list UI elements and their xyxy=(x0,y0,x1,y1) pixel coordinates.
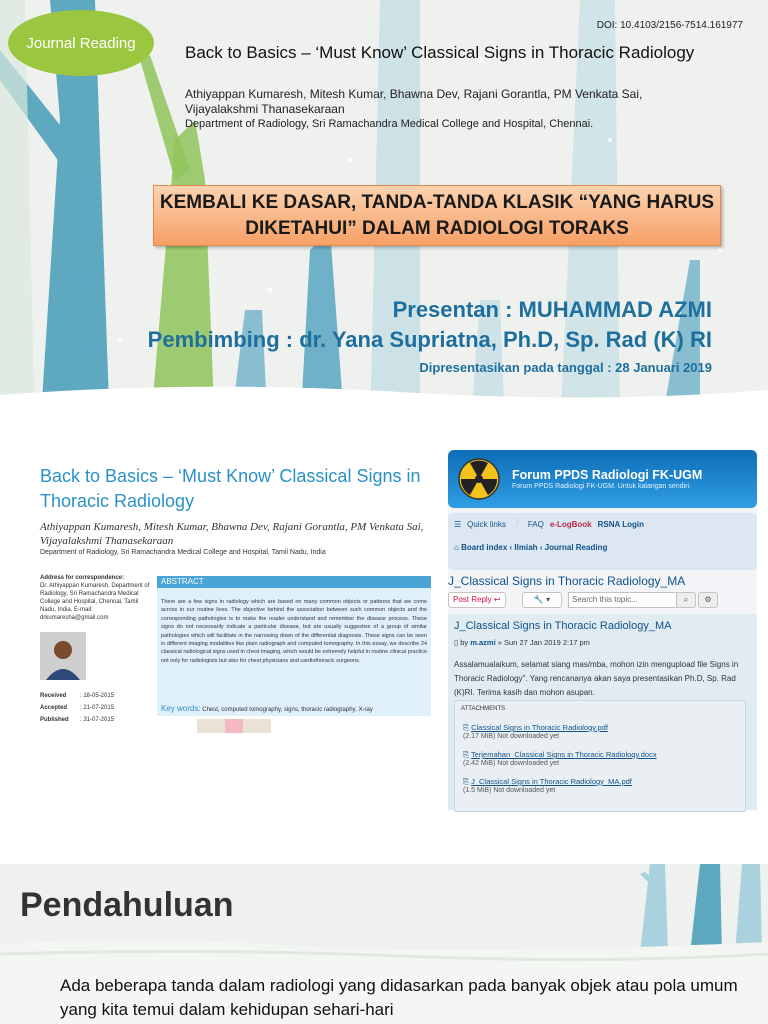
article-authors: Athiyappan Kumaresh, Mitesh Kumar, Bhawna Dev, Rajani Gorantla, PM Venkata Sai, Vijayalakshmi Thanasekaraan xyxy=(40,521,424,547)
keywords-text: Chest, computed tomography, signs, thoracic radiography, X-ray xyxy=(202,707,373,713)
forum-screenshot xyxy=(448,450,757,810)
elogbook-link[interactable]: e-LogBook xyxy=(549,520,592,529)
journal-reading-badge: Journal Reading xyxy=(8,10,154,76)
keywords-label: Key words: xyxy=(161,704,201,713)
abstract-heading: ABSTRACT xyxy=(157,576,431,588)
topic-search-input[interactable]: Search this topic... xyxy=(568,592,678,608)
attachment-link[interactable]: J_Classical Signs in Thoracic Radiology_MA.pdf xyxy=(471,777,632,786)
topic-title[interactable]: J_Classical Signs in Thoracic Radiology_MA xyxy=(448,574,686,588)
paper-title-indonesian: KEMBALI KE DASAR, TANDA-TANDA KLASIK “YANG HARUS DIKETAHUI” DALAM RADIOLOGI TORAKS xyxy=(153,185,721,246)
introduction-slide xyxy=(0,864,768,1024)
article-title: Back to Basics – ‘Must Know’ Classical Signs in Thoracic Radiology xyxy=(40,466,421,511)
presentation-date: Dipresentasikan pada tanggal : 28 Januari 2019 xyxy=(419,360,712,375)
breadcrumb-board-index[interactable]: Board index xyxy=(461,543,508,552)
slide-heading: Pendahuluan xyxy=(20,886,234,924)
topic-tools-button[interactable] xyxy=(522,592,562,608)
help-icon: ❔ xyxy=(511,520,522,529)
title-slide xyxy=(0,0,768,432)
article-dates xyxy=(40,690,114,726)
post-meta xyxy=(454,638,590,647)
attachment-item[interactable] xyxy=(463,750,657,767)
radiation-logo-icon xyxy=(458,458,500,500)
home-icon: ⌂ xyxy=(454,543,459,552)
received-label: Received xyxy=(40,693,67,699)
reply-icon: ↩ xyxy=(493,595,501,604)
forum-header xyxy=(448,450,757,508)
attachments-heading: ATTACHMENTS xyxy=(461,706,506,712)
received-date: : 18-05-2015 xyxy=(80,693,115,699)
correspondence-block xyxy=(40,574,155,622)
quick-links-link[interactable]: Quick links xyxy=(467,520,506,529)
paperclip-icon: ⎘ xyxy=(463,750,469,759)
author-photo xyxy=(40,632,86,680)
gear-icon[interactable]: ⚙ xyxy=(698,592,718,608)
breadcrumb-journal-reading[interactable]: Journal Reading xyxy=(544,543,608,552)
menu-icon[interactable]: ☰ xyxy=(454,520,462,529)
presenter-name: Presentan : MUHAMMAD AZMI xyxy=(392,297,712,322)
forum-subtitle: Forum PPDS Radiologi FK-UGM. Untuk kalangan sendiri. xyxy=(512,483,691,490)
attachment-info: (1.5 MiB) Not downloaded yet xyxy=(463,787,556,794)
post-reply-button[interactable] xyxy=(448,592,506,608)
post-body: Assalamualaikum, selamat siang mas/mba, mohon izin mengupload file Signs in Thoracic Radiology". Yang rencananya akan saya presentasikan Ph.D, Sp. Rad (K)RI. Terima kasih dan mohon asupan. xyxy=(454,660,739,697)
faq-link[interactable]: FAQ xyxy=(527,520,544,529)
published-label: Published xyxy=(40,717,69,723)
post-title[interactable]: J_Classical Signs in Thoracic Radiology_MA xyxy=(454,620,672,632)
decorative-bar-highlight xyxy=(225,719,243,733)
paper-title-english: Back to Basics – ‘Must Know’ Classical Signs in Thoracic Radiology xyxy=(185,43,695,62)
post-author[interactable]: m.azmi xyxy=(470,638,496,647)
post-date: » Sun 27 Jan 2019 2:17 pm xyxy=(497,638,590,647)
attachment-info: (2.42 MiB) Not downloaded yet xyxy=(463,760,560,767)
breadcrumb-ilmiah[interactable]: Ilmiah xyxy=(514,543,538,552)
paperclip-icon: ⎘ xyxy=(463,723,469,732)
forum-name: Forum PPDS Radiologi FK-UGM xyxy=(512,468,703,482)
quick-links-row xyxy=(454,520,644,529)
keywords xyxy=(161,704,373,713)
search-icon[interactable]: ⌕ xyxy=(676,592,696,608)
forum-navbar xyxy=(448,513,757,570)
attachment-info: (2.17 MiB) Not downloaded yet xyxy=(463,733,560,740)
doi-label: DOI: 10.4103/2156-7514.161977 xyxy=(596,20,743,31)
attachment-item[interactable] xyxy=(463,723,608,740)
accepted-date: : 21-07-2015 xyxy=(80,705,115,711)
rsna-login-link[interactable]: RSNA Login xyxy=(597,520,644,529)
published-date: : 31-07-2015 xyxy=(80,717,115,723)
paperclip-icon: ⎘ xyxy=(463,777,469,786)
source-slide xyxy=(0,432,768,864)
abstract-box xyxy=(157,576,431,716)
attachment-link[interactable]: Terjemahan_Classical Signs in Thoracic Radiology.docx xyxy=(470,750,657,759)
post-icon: ▯ xyxy=(454,638,459,647)
attachment-link[interactable]: Classical Signs in Thoracic Radiology.pdf xyxy=(471,723,608,732)
intro-paragraph: Ada beberapa tanda dalam radiologi yang didasarkan pada banyak objek atau pola umum yang kita temui dalam kehidupan sehari-hari xyxy=(60,976,738,1019)
article-department: Department of Radiology, Sri Ramachandra Medical College and Hospital, Tamil Nadu, India xyxy=(40,549,326,556)
correspondence-label: Address for correspondence: xyxy=(40,575,125,581)
breadcrumb: ⌂ Board index ‹ Ilmiah ‹ Journal Reading xyxy=(454,543,608,552)
attachment-item[interactable] xyxy=(463,777,632,794)
topic-toolbar xyxy=(448,592,757,608)
paper-authors: Athiyappan Kumaresh, Mitesh Kumar, Bhawna Dev, Rajani Gorantla, PM Venkata Sai, Vijayalakshmi Thanasekaraan xyxy=(185,87,643,116)
advisor-name: Pembimbing : dr. Yana Supriatna, Ph.D, Sp. Rad (K) RI xyxy=(147,327,712,352)
post-by-prefix: by xyxy=(460,638,469,647)
post-reply-label: Post Reply xyxy=(453,595,492,604)
accepted-label: Accepted xyxy=(40,705,68,711)
attachments-box xyxy=(454,700,746,812)
wrench-icon: 🔧 xyxy=(533,595,544,604)
paper-department: Department of Radiology, Sri Ramachandra Medical College and Hospital, Chennai. xyxy=(185,118,594,130)
correspondence-text: Dr. Athiyappan Kumaresh, Department of Radiology, Sri Ramachandra Medical College and Hospital, Chennai, Tamil Nadu, India. E-mail: drkumaresha@gmail.com xyxy=(40,583,150,621)
chevron-down-icon: ▾ xyxy=(546,595,551,604)
forum-post xyxy=(448,614,757,810)
abstract-text: There are a few signs in radiology which are based on many common objects or patterns that we come across in our routine lives. The objective behind the association between such common objects and the corresponding pathologies is to make the reader understand and remember the disease process. These signs do not necessarily indicate a particular disease, but are usually suggestive of a group of similar pathologies which will facilitate in the narrowing down of the differential diagnosis. These signs can be seen in different imaging modalities like plain radiograph and computed tomography. In this essay, we describe 24 classical radiological signs used in chest imaging, which would be extremely helpful in routine clinical practice not only for radiologists but also for chest physicians and cardiothoracic surgeons. xyxy=(161,599,427,664)
